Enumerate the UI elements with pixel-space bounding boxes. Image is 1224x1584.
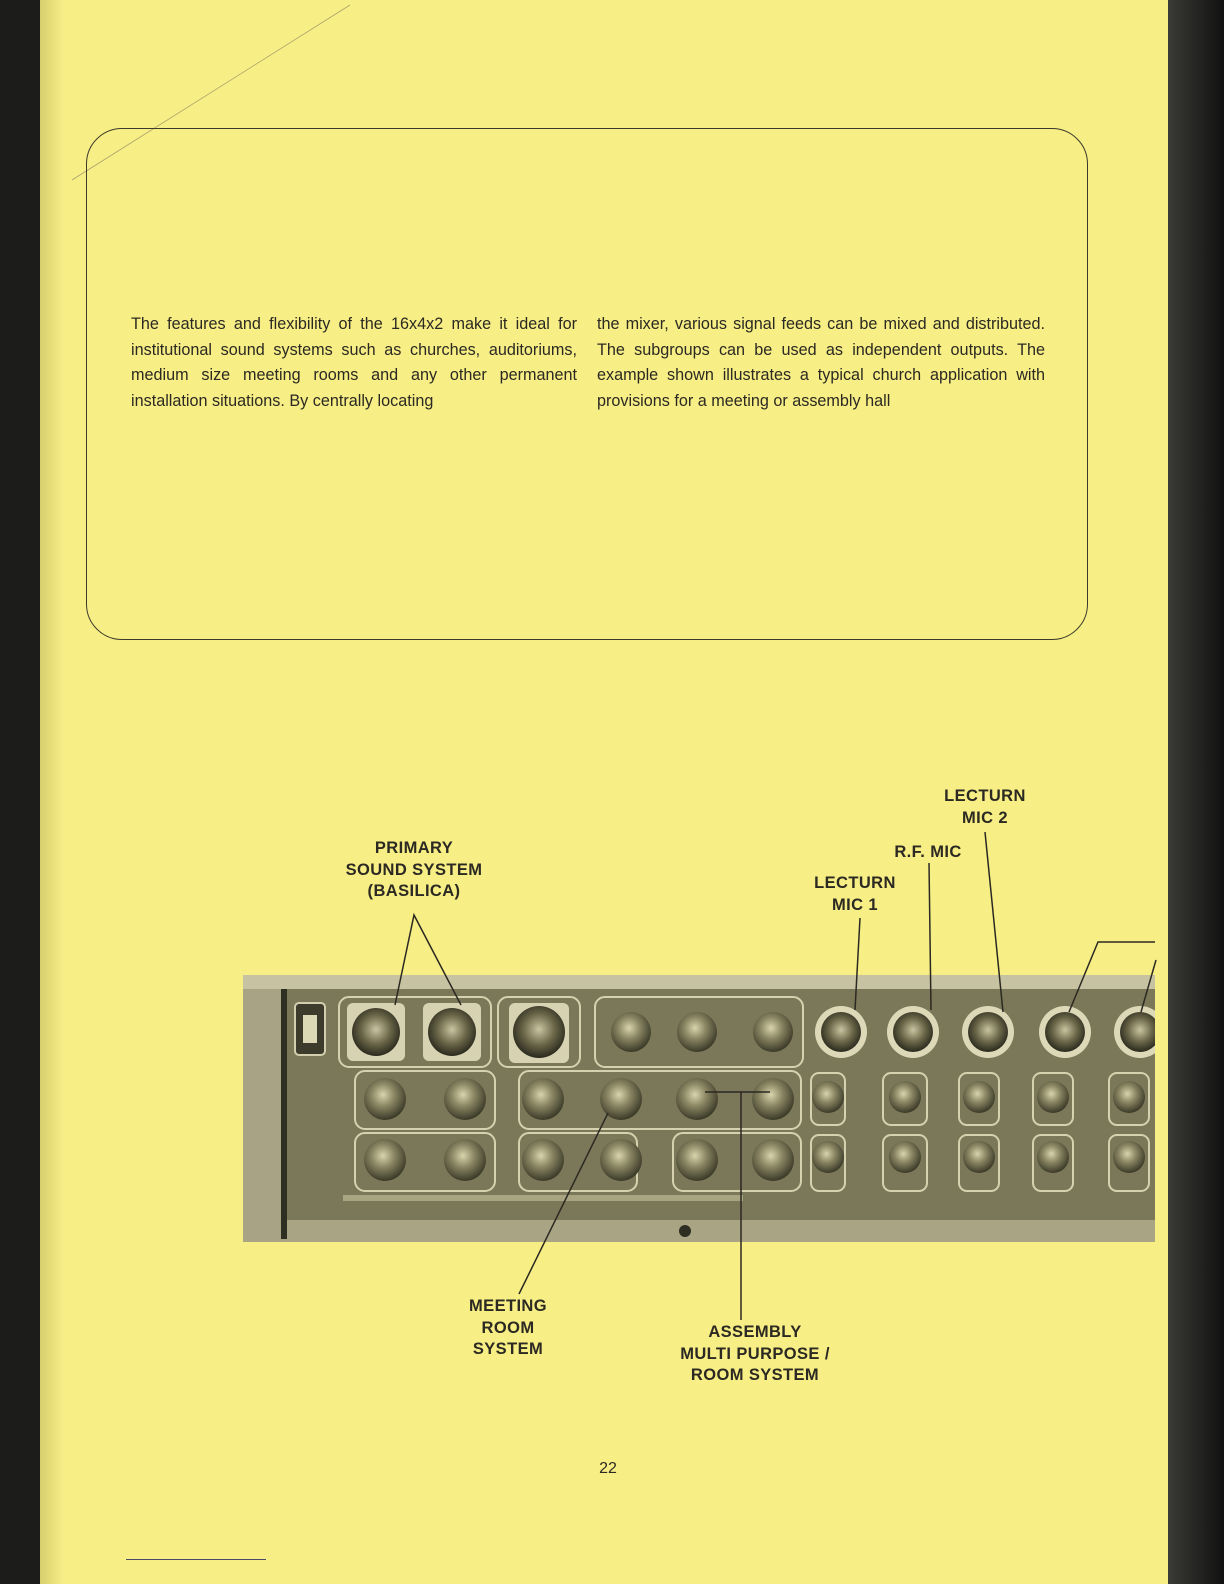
callout-line: (BASILICA): [367, 882, 461, 900]
callout-rf-mic: [880, 842, 976, 864]
callout-line: ROOM SYSTEM: [690, 1366, 820, 1384]
callout-line: SYSTEM: [472, 1340, 544, 1358]
callout-line: MIC 2: [961, 808, 1008, 827]
page-number: 22: [599, 1460, 617, 1477]
callout-line: LECTURN: [814, 874, 896, 892]
callout-line: MULTI PURPOSE /: [680, 1344, 830, 1363]
callout-lecturn-mic-2: [930, 786, 1040, 829]
footer-rule: [126, 1559, 266, 1560]
callout-lecturn-mic-1: [800, 873, 910, 916]
callout-line: PRIMARY: [374, 839, 454, 857]
intro-right-column: the mixer, various signal feeds can be mixed and distributed. The subgroups can be used as independent outputs. The example shown illustrates a typical church application with provisions for a meeting or assembly hall: [597, 315, 1045, 410]
callout-line: R.F. MIC: [894, 843, 962, 861]
callout-line: LECTURN: [944, 787, 1026, 805]
callout-line: MEETING: [469, 1297, 547, 1315]
callout-primary-sound-system: [336, 838, 492, 903]
callout-line: MIC 1: [831, 895, 878, 914]
callout-line: ASSEMBLY: [708, 1323, 802, 1341]
callout-meeting-room-system: [450, 1296, 566, 1361]
callout-line: SOUND SYSTEM: [345, 860, 483, 879]
callout-assembly-room-system: [664, 1322, 846, 1387]
intro-left-column: The features and flexibility of the 16x4x2 make it ideal for institutional sound systems such as churches, auditoriums, medium size meeting rooms and any other permanent installation situations. By centrally locating: [131, 315, 577, 410]
callout-line: ROOM: [481, 1318, 535, 1337]
